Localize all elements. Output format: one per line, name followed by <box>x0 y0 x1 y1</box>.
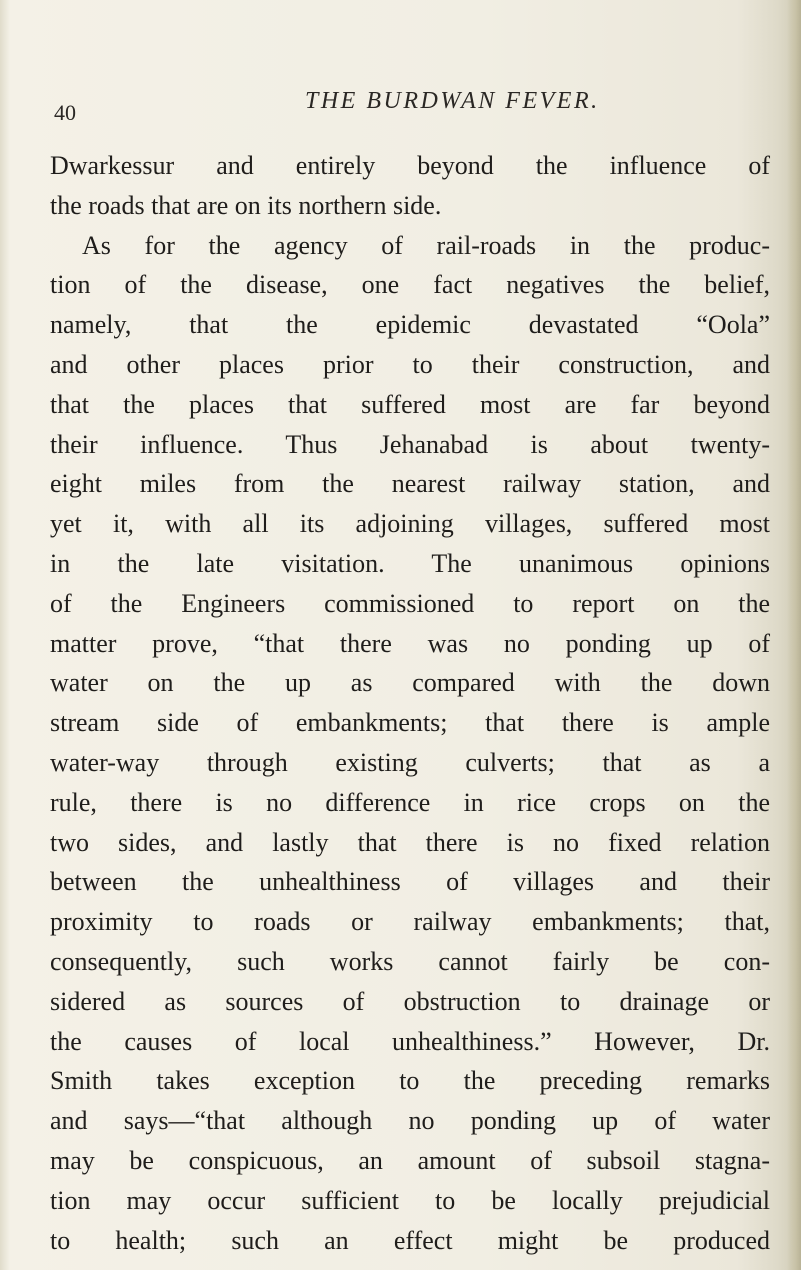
text-line: the roads that are on its northern side. <box>50 190 442 220</box>
text-line: yet it, with all its adjoining villages, suffered most <box>50 509 770 539</box>
text-line: two sides, and lastly that there is no fixed relation <box>50 827 770 857</box>
text-line: their influence. Thus Jehanabad is about twenty- <box>50 429 770 459</box>
text-line: proximity to roads or railway embankments; that, <box>50 907 770 937</box>
text-line: rule, there is no difference in rice crops on the <box>50 787 770 817</box>
text-line: Dwarkessur and entirely beyond the influence of <box>50 151 770 180</box>
text-line: As for the agency of rail-roads in the produc- <box>82 230 770 260</box>
text-line: in the late visitation. The unanimous opinions <box>50 548 770 578</box>
text-line: and other places prior to their construction, and <box>50 349 770 379</box>
text-line: may be conspicuous, an amount of subsoil stagna- <box>50 1145 770 1175</box>
page-number: 40 <box>54 100 76 125</box>
text-line: stream side of embankments; that there is ample <box>50 708 770 738</box>
text-line: tion may occur sufficient to be locally prejudicial <box>50 1185 770 1215</box>
text-line: consequently, such works cannot fairly be con- <box>50 946 770 976</box>
text-line: to health; such an effect might be produced <box>50 1225 770 1255</box>
text-line: eight miles from the nearest railway station, and <box>50 469 770 499</box>
page-header <box>0 88 801 128</box>
text-line: water on the up as compared with the down <box>50 668 770 698</box>
body-text <box>50 146 770 1260</box>
text-line: the causes of local unhealthiness.” However, Dr. <box>50 1026 770 1056</box>
text-line: that the places that suffered most are far beyond <box>50 389 770 419</box>
text-line: matter prove, “that there was no ponding up of <box>50 628 770 658</box>
page-right-edge <box>787 0 801 1270</box>
text-line: water-way through existing culverts; that as a <box>50 747 770 777</box>
text-line: between the unhealthiness of villages and their <box>50 867 770 897</box>
text-line: of the Engineers commissioned to report on the <box>50 588 770 618</box>
text-line: Smith takes exception to the preceding remarks <box>50 1066 770 1096</box>
text-line: and says—“that although no ponding up of water <box>50 1106 770 1136</box>
text-line: tion of the disease, one fact negatives the belief, <box>50 270 770 300</box>
running-title: THE BURDWAN FEVER. <box>305 88 600 114</box>
page-left-edge <box>0 0 10 1270</box>
text-line: sidered as sources of obstruction to drainage or <box>50 986 770 1016</box>
text-line: namely, that the epidemic devastated “Oola” <box>50 310 770 340</box>
